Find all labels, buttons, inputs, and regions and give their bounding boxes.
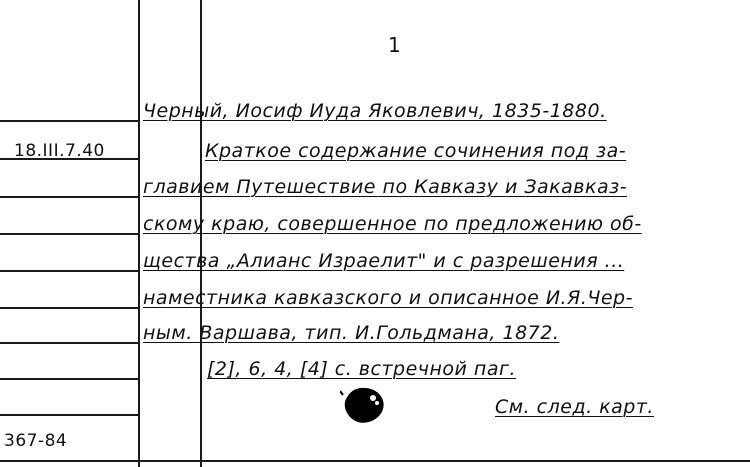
ruled-line <box>0 342 138 344</box>
ruled-line <box>0 120 138 122</box>
title-line-4: щества „Алианс Израелит" и с разрешения ... <box>143 250 625 272</box>
ruled-line <box>0 270 138 272</box>
shelfmark: 367-84 <box>4 431 68 451</box>
date-stamp: 18.III.7.40 <box>14 141 105 161</box>
bottom-edge-line <box>0 460 750 462</box>
see-next-card: См. след. карт. <box>495 396 654 418</box>
title-line-2: главием Путешествие по Кавказу и Закавказ- <box>143 176 628 198</box>
ruled-line <box>0 307 138 309</box>
author-heading: Черный, Иосиф Иуда Яковлевич, 1835-1880. <box>143 100 607 122</box>
imprint-line: ным. Варшава, тип. И.Гольдмана, 1872. <box>143 322 560 344</box>
ruled-line <box>0 414 138 416</box>
ink-blot <box>340 385 386 425</box>
left-margin-rule <box>138 0 140 467</box>
ruled-line <box>0 378 138 380</box>
pagination-line: [2], 6, 4, [4] с. встречной паг. <box>207 358 517 380</box>
title-line-3: скому краю, совершенное по предложению об- <box>143 213 642 235</box>
title-line-5: наместника кавказского и описанное И.Я.Чер- <box>143 287 633 309</box>
page-number: 1 <box>388 33 402 57</box>
ruled-line <box>0 196 138 198</box>
title-line-1: Краткое содержание сочинения под за- <box>205 140 627 162</box>
ruled-line <box>0 233 138 235</box>
